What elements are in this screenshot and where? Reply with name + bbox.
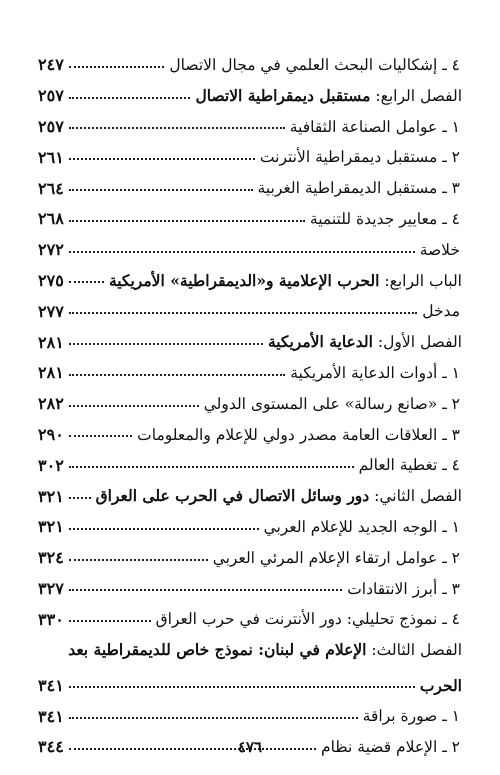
toc-entry[interactable] — [38, 352, 462, 383]
toc-entry-title: ١ ـ صورة براقة — [362, 707, 460, 726]
toc-page-number: ٢٧٧ — [38, 301, 64, 321]
dot-leader — [69, 312, 417, 314]
toc-entry[interactable] — [38, 506, 462, 537]
toc-entry-title: خلاصة — [419, 240, 460, 259]
toc-entry[interactable] — [38, 383, 462, 414]
toc-entry-title: ٢ ـ الإعلام قضية نظام — [320, 737, 460, 756]
toc-entry[interactable] — [38, 598, 462, 629]
dot-leader — [69, 686, 415, 688]
toc-entry[interactable] — [38, 414, 462, 445]
toc-page-number: ٣٤١ — [38, 706, 64, 726]
toc-entry-title: ٣ ـ العلاقات العامة مصدر دولي للإعلام والمعلومات — [137, 425, 460, 444]
chapter-label: الفصل الثاني: — [369, 487, 462, 506]
dot-leader — [69, 158, 255, 160]
table-of-contents — [38, 44, 462, 757]
page-number: ٤٧٦ — [237, 738, 263, 756]
toc-page-number: ٢٦١ — [38, 147, 64, 167]
toc-entry[interactable] — [38, 229, 462, 260]
toc-page-number: ٣٠٢ — [38, 455, 64, 475]
toc-entry-title: ٢ ـ عوامل ارتقاء الإعلام المرئي العربي — [212, 548, 460, 567]
toc-entry-title — [195, 87, 462, 106]
toc-page-number: ٢٦٤ — [38, 178, 64, 198]
toc-page-number: ٢٩٠ — [38, 424, 64, 444]
chapter-title: الإعلام في لبنان: نموذج خاص للديمقراطية بعد — [68, 640, 367, 660]
toc-entry-title: ٤ ـ إشكاليات البحث العلمي في مجال الاتصال — [169, 55, 460, 74]
chapter-label: الفصل الرابع: — [370, 86, 462, 105]
toc-entry[interactable] — [38, 695, 462, 726]
dot-leader — [69, 189, 253, 191]
dot-leader — [69, 281, 104, 283]
toc-entry-title — [109, 272, 462, 291]
toc-page-number: ٢٥٧ — [38, 117, 64, 136]
toc-chapter-entry[interactable] — [38, 321, 462, 352]
toc-entry-title: ٢ ـ مستقبل ديمقراطية الأنترنت — [259, 148, 460, 167]
toc-page-number: ٢٧٥ — [38, 270, 64, 290]
chapter-label: الباب الرابع: — [379, 271, 462, 290]
toc-page-number: ٣٤٤ — [38, 737, 64, 757]
toc-entry[interactable] — [38, 568, 462, 599]
toc-entry-title: ١ ـ عوامل الصناعة الثقافية — [289, 117, 460, 136]
dot-leader — [69, 435, 132, 437]
toc-page-number: ٣٢٤ — [38, 548, 64, 568]
toc-page-number: ٣٢١ — [38, 486, 64, 506]
toc-entry-title — [268, 333, 462, 352]
toc-entry-title — [96, 487, 462, 506]
toc-chapter-entry[interactable] — [38, 75, 462, 106]
toc-entry-title: ٢ ـ «صانع رسالة» على المستوى الدولي — [203, 394, 460, 413]
chapter-label: الفصل الأول: — [372, 333, 462, 352]
toc-chapter-entry[interactable] — [38, 475, 462, 506]
chapter-title-continued: الحرب — [419, 676, 462, 696]
toc-page-number: ٢٧٢ — [38, 240, 64, 260]
dot-leader — [69, 374, 285, 376]
toc-entry-title: ٣ ـ أبرز الانتقادات — [347, 579, 460, 598]
dot-leader — [69, 589, 342, 591]
toc-entry[interactable] — [38, 290, 462, 321]
dot-leader — [69, 66, 165, 68]
toc-entry-title: ١ ـ أدوات الدعاية الأمريكية — [290, 363, 460, 382]
toc-entry-title: ٤ ـ نموذج تحليلي: دور الأنترنت في حرب العراق — [155, 610, 460, 629]
toc-entry[interactable] — [38, 44, 462, 75]
toc-entry-title: ١ ـ الوجه الجديد للإعلام العربي — [263, 517, 460, 536]
toc-entry-title: مدخل — [422, 302, 460, 321]
toc-entry[interactable] — [38, 136, 462, 167]
toc-entry[interactable] — [38, 167, 462, 198]
toc-page-number: ٢٥٧ — [38, 86, 64, 106]
dot-leader — [69, 343, 263, 345]
dot-leader — [69, 97, 191, 99]
chapter-title: دور وسائل الاتصال في الحرب على العراق — [95, 486, 370, 506]
chapter-title: الحرب الإعلامية و«الديمقراطية» الأمريكية — [108, 270, 380, 290]
dot-leader — [69, 620, 151, 622]
dot-leader — [69, 717, 358, 719]
toc-entry-title: ٤ ـ معايير جديدة للتنمية — [309, 209, 460, 228]
dot-leader — [69, 528, 259, 530]
toc-page-number: ٢٨١ — [38, 363, 64, 383]
dot-leader — [69, 559, 208, 561]
dot-leader — [69, 405, 199, 407]
chapter-title: الدعاية الأمريكية — [267, 332, 373, 352]
toc-chapter-entry[interactable] — [38, 260, 462, 291]
toc-entry[interactable] — [38, 106, 462, 137]
dot-leader — [69, 497, 91, 499]
dot-leader — [69, 127, 285, 129]
toc-page-number: ٢٦٨ — [38, 209, 64, 229]
toc-page-number: ٣٢١ — [38, 517, 64, 537]
toc-entry-title: ٣ ـ مستقبل الديمقراطية الغربية — [257, 179, 460, 198]
chapter-label: الفصل الثالث: — [366, 641, 462, 660]
dot-leader — [69, 251, 415, 253]
dot-leader — [69, 466, 354, 468]
toc-entry[interactable] — [38, 537, 462, 568]
toc-page-number: ٢٨١ — [38, 332, 64, 352]
toc-page-number: ٢٤٧ — [38, 55, 64, 75]
toc-page-number: ٣٢٧ — [38, 578, 64, 598]
toc-entry-title — [38, 635, 462, 665]
toc-entry-title: ٤ ـ تغطية العالم — [358, 456, 460, 475]
toc-chapter-entry[interactable] — [38, 629, 462, 695]
toc-entry[interactable] — [38, 198, 462, 229]
toc-page-number: ٢٨٢ — [38, 394, 64, 414]
toc-page-number: ٣٤١ — [38, 675, 64, 695]
toc-entry[interactable] — [38, 444, 462, 475]
toc-page-number: ٣٣٠ — [38, 609, 64, 629]
chapter-title: مستقبل ديمقراطية الاتصال — [195, 85, 371, 105]
dot-leader — [69, 220, 305, 222]
